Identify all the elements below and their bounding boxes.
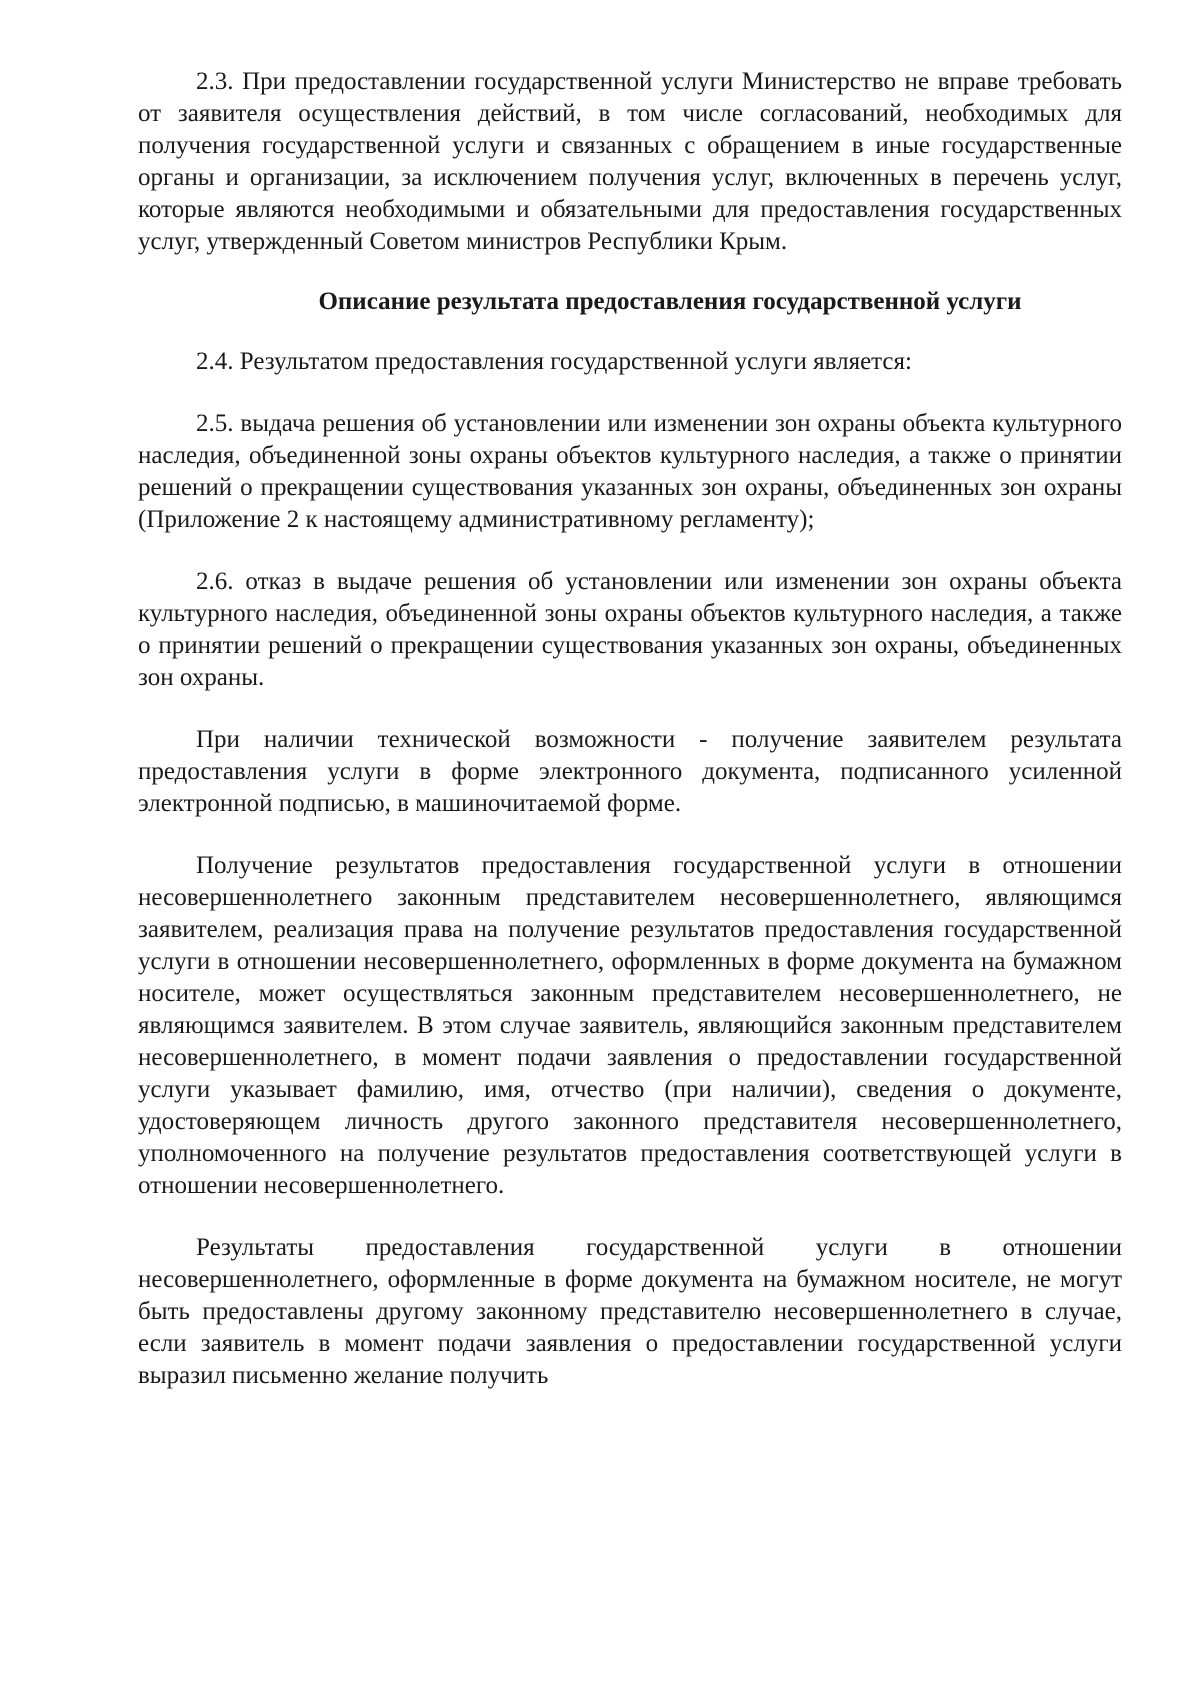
section-heading-result-description: Описание результата предоставления государственной услуги [318, 288, 1022, 315]
paragraph-electronic-result: При наличии технической возможности - получение заявителем результата предоставления услуги в форме электронного документа, подписанного усиленной электронной подписью, в машиночитаемой форме. [138, 726, 1122, 817]
document-page [138, 66, 1122, 1392]
paragraph-2-5: 2.5. выдача решения об установлении или изменении зон охраны объекта культурного наследия, объединенной зоны охраны объектов культурного наследия, а также о принятии решений о прекращении существования указанных зон охраны, объединенных зон охраны (Приложение 2 к настоящему административному регламенту); [138, 410, 1122, 533]
paragraph-2-6: 2.6. отказ в выдаче решения об установлении или изменении зон охраны объекта культурного наследия, объединенной зоны охраны объектов культурного наследия, а также о принятии решений о прекращении существования указанных зон охраны, объединенных зон охраны. [138, 568, 1122, 691]
paragraph-minor-result-receipt: Получение результатов предоставления государственной услуги в отношении несовершеннолетнего законным представителем несовершеннолетнего, являющимся заявителем, реализация права на получение результатов предоставления государственной услуги в отношении несовершеннолетнего, оформленных в форме документа на бумажном носителе, может осуществляться законным представителем несовершеннолетнего, не являющимся заявителем. В этом случае заявитель, являющийся законным представителем несовершеннолетнего, в момент подачи заявления о предоставлении государственной услуги указывает фамилию, имя, отчество (при наличии), сведения о документе, удостоверяющем личность другого законного представителя несовершеннолетнего, уполномоченного на получение результатов предоставления соответствующей услуги в отношении несовершеннолетнего. [138, 852, 1122, 1199]
paragraph-minor-results-restriction: Результаты предоставления государственной услуги в отношении несовершеннолетнего, оформленные в форме документа на бумажном носителе, не могут быть предоставлены другому законному представителю несовершеннолетнего в случае, если заявитель в момент подачи заявления о предоставлении государственной услуги выразил письменно желание получить [138, 1234, 1122, 1389]
paragraph-2-4: 2.4. Результатом предоставления государственной услуги является: [196, 348, 912, 375]
paragraph-2-3: 2.3. При предоставлении государственной услуги Министерство не вправе требовать от заявителя осуществления действий, в том числе согласований, необходимых для получения государственной услуги и связанных с обращением в иные государственные органы и организации, за исключением получения услуг, включенных в перечень услуг, которые являются необходимыми и обязательными для предоставления государственных услуг, утвержденный Советом министров Республики Крым. [138, 68, 1122, 255]
